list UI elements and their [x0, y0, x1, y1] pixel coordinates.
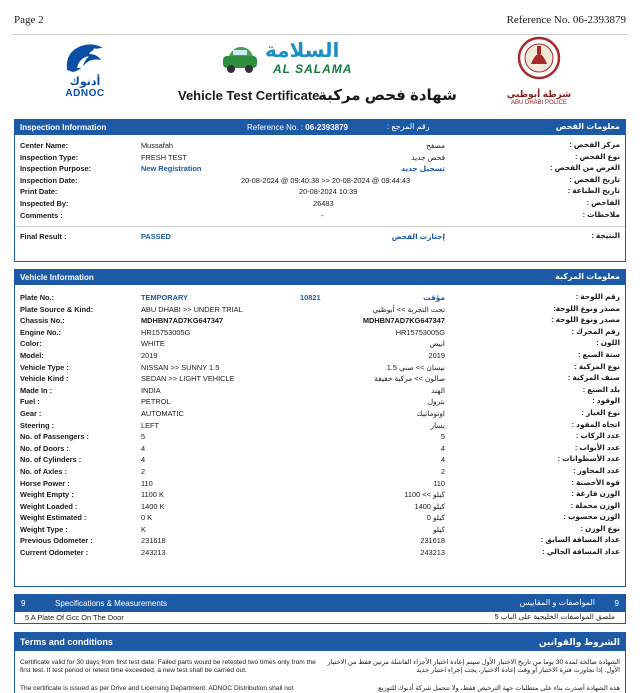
field-label-arabic: عداد المسافة الحالي : [542, 547, 620, 557]
field-label: Steering : [20, 420, 55, 430]
final-result-row [15, 231, 625, 243]
vehicle-row [15, 304, 625, 316]
field-label-arabic: مصدر ونوع اللوحة : [551, 315, 620, 325]
field-label-arabic: الوزن محسوب : [563, 512, 620, 522]
field-label-arabic: مركز الفحص : [569, 140, 620, 149]
inspection-header [15, 120, 625, 135]
field-value: NISSAN >> SUNNY 1.5 [141, 362, 220, 372]
field-value-arabic: 231618 [420, 536, 445, 546]
terms-title: Terms and conditions [20, 637, 113, 647]
field-label-arabic: نوع الوزن : [580, 523, 620, 533]
field-label-arabic: قوة الأحصنة : [571, 477, 620, 487]
field-label: Color: [20, 339, 42, 349]
inspection-information-section [14, 119, 626, 262]
field-label-arabic: عدد المحاور : [573, 465, 620, 475]
field-label-arabic: اللون : [596, 338, 620, 348]
field-value: AUTOMATIC [141, 408, 184, 418]
field-label-arabic: صنف المركبة : [567, 373, 620, 383]
field-label-arabic: نوع الغيار : [581, 407, 620, 417]
field-value-arabic: HR15753005G [395, 327, 445, 337]
field-value-arabic: 2 [440, 466, 445, 476]
field-label-arabic: عدد الأبواب : [574, 442, 620, 452]
field-value: - [321, 210, 324, 220]
spec-title: Specifications & Measurements [55, 599, 168, 608]
inspection-date-row [15, 175, 625, 187]
field-value-arabic: كيلو >> 1100 [404, 490, 445, 500]
field-value-arabic: نيسان >> صني 1.5 [386, 362, 445, 372]
field-label: No. of Passengers : [20, 432, 89, 442]
field-label: Gear : [20, 408, 42, 418]
field-label: Plate No.: [20, 293, 55, 302]
vehicle-row [15, 350, 625, 362]
vehicle-row [15, 396, 625, 408]
field-label: Horse Power : [20, 478, 70, 488]
vehicle-row [15, 408, 625, 420]
reference-value: 06-2393879 [305, 123, 348, 132]
field-value-arabic: 4 [440, 443, 445, 453]
certificate-title: Vehicle Test Certificate [178, 88, 320, 103]
field-value-arabic: MDHBN7AD7KG647347 [362, 316, 445, 326]
certificate-title-arabic: شهادة فحص مركبة [318, 87, 457, 104]
car-inspection-icon [219, 42, 263, 76]
field-label-arabic: الوزن فارغة : [571, 489, 620, 499]
field-label-arabic: نوع الفحص : [574, 151, 620, 161]
field-value: WHITE [141, 339, 165, 349]
field-label-arabic: تاريخ الفحص : [569, 174, 620, 184]
reference-number-top: Reference No. 06-2393879 [506, 14, 626, 26]
field-value: PETROL [141, 397, 171, 407]
field-label-arabic: الوقود : [592, 396, 620, 406]
adnoc-logo [50, 40, 120, 102]
comments-row [15, 210, 625, 222]
vehicle-row [15, 362, 625, 374]
vehicle-row [15, 327, 625, 339]
field-label-arabic: اتجاه المقود : [571, 419, 620, 429]
field-value: MDHBN7AD7KG647347 [141, 316, 224, 326]
page-number: Page 2 [14, 14, 44, 26]
field-label-arabic: الفاحص : [586, 197, 620, 207]
vehicle-information-section [14, 269, 626, 587]
spec-item-arabic: ملصق المواصفات الخليجية على الباب 5 [494, 612, 615, 621]
field-label: No. of Cylinders : [20, 455, 82, 465]
field-label: Weight Estimated : [20, 513, 87, 523]
field-value: HR15753005G [141, 327, 191, 337]
police-english-name: ABU DHABI POLICE [510, 100, 567, 106]
field-label-arabic: بلد الصنع : [582, 384, 620, 394]
vehicle-rows [15, 304, 625, 559]
field-value: SEDAN >> LIGHT VEHICLE [141, 374, 235, 384]
field-label: No. of Axles : [20, 466, 67, 476]
terms-header [15, 633, 625, 651]
field-label-arabic: عدد الأسطوانات : [557, 454, 620, 464]
print-date-row [15, 186, 625, 198]
field-value: Mussafah [141, 141, 174, 150]
field-value: K [141, 524, 146, 534]
field-label-arabic: مصدر ونوع اللوحة: [553, 303, 620, 313]
field-label: Vehicle Kind : [20, 374, 69, 384]
field-value-arabic: كيلو 0 [426, 513, 445, 523]
plate-type-value: TEMPORARY [141, 293, 188, 302]
field-value: INDIA [141, 385, 161, 395]
spec-count-arabic: 9 [614, 599, 619, 608]
field-label: Inspection Purpose: [20, 164, 92, 174]
field-label: Current Odometer : [20, 548, 89, 558]
vehicle-row [15, 535, 625, 547]
field-label-arabic: تاريخ الطباعة : [567, 186, 620, 196]
vehicle-row [15, 454, 625, 466]
vehicle-row [15, 443, 625, 455]
field-value-arabic: صالون >> مركبة خفيفة [374, 374, 445, 384]
field-value-arabic: 4 [440, 455, 445, 465]
field-label-arabic: الغرض من الفحص : [550, 163, 620, 173]
field-value-arabic: مصفح [426, 141, 445, 150]
vehicle-row [15, 466, 625, 478]
inspection-title: Inspection Information [20, 123, 107, 132]
vehicle-row [15, 385, 625, 397]
field-value-arabic: كيلو [432, 524, 445, 534]
field-value: 20-08-2024 10:39 [299, 187, 358, 197]
terms-title-arabic: الشروط والقوانين [538, 637, 620, 647]
vehicle-row [15, 315, 625, 327]
field-value: 0 K [141, 513, 153, 523]
field-label: Print Date: [20, 187, 58, 197]
field-label-arabic: رقم المحرك : [571, 326, 620, 336]
field-value-arabic: ابيض [429, 339, 445, 349]
adnoc-english-name: ADNOC [65, 88, 105, 99]
spec-item: 5 A Plate Of Gcc On The Door [25, 613, 124, 622]
final-result-value: PASSED [141, 232, 171, 242]
vehicle-title-arabic: معلومات المركبة [555, 272, 620, 281]
field-label: No. of Doors : [20, 443, 69, 453]
field-value-arabic: اوتوماتيك [416, 408, 445, 418]
field-value-arabic: تسجيل جديد [401, 164, 445, 174]
field-value: ABU DHABI >> UNDER TRIAL [141, 304, 243, 314]
inspection-reference [247, 123, 348, 132]
vehicle-row [15, 478, 625, 490]
field-value: 4 [141, 455, 146, 465]
terms-section [14, 632, 626, 693]
abu-dhabi-police-logo [504, 34, 574, 110]
vehicle-row [15, 431, 625, 443]
vehicle-row [15, 512, 625, 524]
field-label-arabic: نوع المركبة : [574, 361, 620, 371]
field-value-arabic: 243213 [420, 548, 445, 558]
reference-label: Reference No. : [247, 123, 304, 132]
plate-number-row [15, 292, 625, 304]
field-label: Inspection Type: [20, 152, 79, 162]
field-label-arabic: الوزن محملة : [570, 500, 620, 510]
field-label: Center Name: [20, 141, 69, 150]
field-label: Inspected By: [20, 198, 69, 208]
terms-paragraph-2-arabic: هذه الشهادة أصدرت بناء على متطلبات جهة الترخيص فقط، ولا تتحمل شركة أدنوك للتوزيع [378, 685, 620, 692]
specifications-section [14, 594, 626, 624]
field-value-arabic: مؤقت [423, 293, 445, 302]
field-value: 4 [141, 443, 146, 453]
field-value-arabic: 110 [433, 478, 445, 488]
terms-paragraph-1: Certificate valid for 30 days from first test date. Failed parts would be retested two times only from the first test. If test period or retest time exceeded, a new test shall be carried out. [20, 659, 316, 675]
spec-count: 9 [21, 599, 26, 608]
field-label-arabic: عداد المسافة السابق : [540, 535, 620, 545]
field-value: FRESH TEST [141, 152, 187, 162]
field-label-arabic: عدد الركاب : [575, 431, 620, 441]
field-value: 20-08-2024 @ 09:40:38 >> 20-08-2024 @ 09:44:43 [241, 175, 411, 185]
field-label: Engine No.: [20, 327, 62, 337]
vehicle-header [15, 270, 625, 285]
field-label: Comments : [20, 210, 63, 220]
vehicle-row [15, 547, 625, 559]
vehicle-row [15, 373, 625, 385]
field-value-arabic: فحص جديد [411, 152, 445, 162]
terms-paragraph-2: The certificate is issued as per Drive and Licensing Department. ADNOC Distribution shall not [20, 685, 294, 692]
field-value: 231618 [141, 536, 166, 546]
al-salama-arabic: السلامة [265, 40, 340, 62]
final-result-label: Final Result : [20, 232, 67, 242]
spec-item-row [15, 612, 625, 624]
field-label: Previous Odometer : [20, 536, 93, 546]
field-value-arabic: 2019 [428, 350, 445, 360]
center-name-row [15, 140, 625, 152]
vehicle-row [15, 524, 625, 536]
field-value: 243213 [141, 548, 166, 558]
field-label: Made In : [20, 385, 53, 395]
field-value: 5 [141, 432, 146, 442]
field-value: 110 [141, 478, 153, 488]
field-label: Weight Empty : [20, 490, 74, 500]
result-divider [15, 226, 625, 227]
specifications-header [15, 595, 625, 612]
field-value: 2019 [141, 350, 158, 360]
field-label: Weight Type : [20, 524, 68, 534]
field-label-arabic: سنة الصنع : [578, 349, 620, 359]
field-value: New Registration [141, 164, 202, 174]
field-value-arabic: 5 [440, 432, 445, 442]
al-salama-english: AL SALAMA [273, 62, 353, 76]
vehicle-row [15, 338, 625, 350]
field-value-arabic: يسار [430, 420, 445, 430]
field-value-arabic: كيلو 1400 [414, 501, 445, 511]
vehicle-row [15, 420, 625, 432]
field-value: LEFT [141, 420, 160, 430]
final-result-label-arabic: النتيجة : [591, 231, 620, 241]
police-arabic-name: شرطة أبوظبي [506, 89, 572, 99]
field-label: Inspection Date: [20, 175, 78, 185]
field-label: Chassis No.: [20, 316, 65, 326]
vehicle-row [15, 501, 625, 513]
field-label: Model: [20, 350, 44, 360]
field-label: Fuel : [20, 397, 40, 407]
police-emblem-icon [517, 34, 561, 84]
inspected-by-row [15, 198, 625, 210]
adnoc-falcon-icon [63, 40, 107, 76]
final-result-value-arabic: إجتازت الفحص [391, 232, 445, 242]
field-value: 1400 K [141, 501, 165, 511]
field-label-arabic: ملاحظات : [582, 209, 620, 219]
field-label: Vehicle Type : [20, 362, 69, 372]
field-value-arabic: بترول [427, 397, 445, 407]
inspection-title-arabic: معلومات الفحص [555, 122, 620, 131]
inspection-type-row [15, 152, 625, 164]
adnoc-arabic-name: أدنوك [69, 76, 101, 88]
field-value: 1100 K [141, 490, 164, 500]
vehicle-row [15, 489, 625, 501]
field-label: Weight Loaded : [20, 501, 78, 511]
field-value-arabic: تحت التجربة >> أبوظبي [372, 304, 445, 314]
field-value-arabic: الهند [431, 385, 445, 395]
terms-paragraph-1-arabic: الشهادة صالحة لمدة 30 يوما من تاريخ الاختبار الأول سيتم إعادة اختبار الأجزاء الفاشلة مرتين فقط من الاختبار الأول. إذا تجاوزت فترة الاختبار أو وقت إعادة الاختبار، يجب إجراء اختبار جديد [327, 659, 620, 675]
vehicle-title: Vehicle Information [20, 273, 94, 282]
al-salama-logo [215, 38, 390, 80]
plate-number-value: 10821 [300, 293, 321, 302]
inspection-purpose-row [15, 163, 625, 175]
spec-title-arabic: المواصفات و المقاييس [519, 598, 595, 607]
reference-label-arabic: رقم المرجع : [387, 122, 430, 131]
field-value: 2 [141, 466, 146, 476]
field-label-arabic: رقم اللوحة : [575, 292, 620, 301]
field-value: 26483 [313, 198, 334, 208]
field-label: Plate Source & Kind: [20, 304, 94, 314]
